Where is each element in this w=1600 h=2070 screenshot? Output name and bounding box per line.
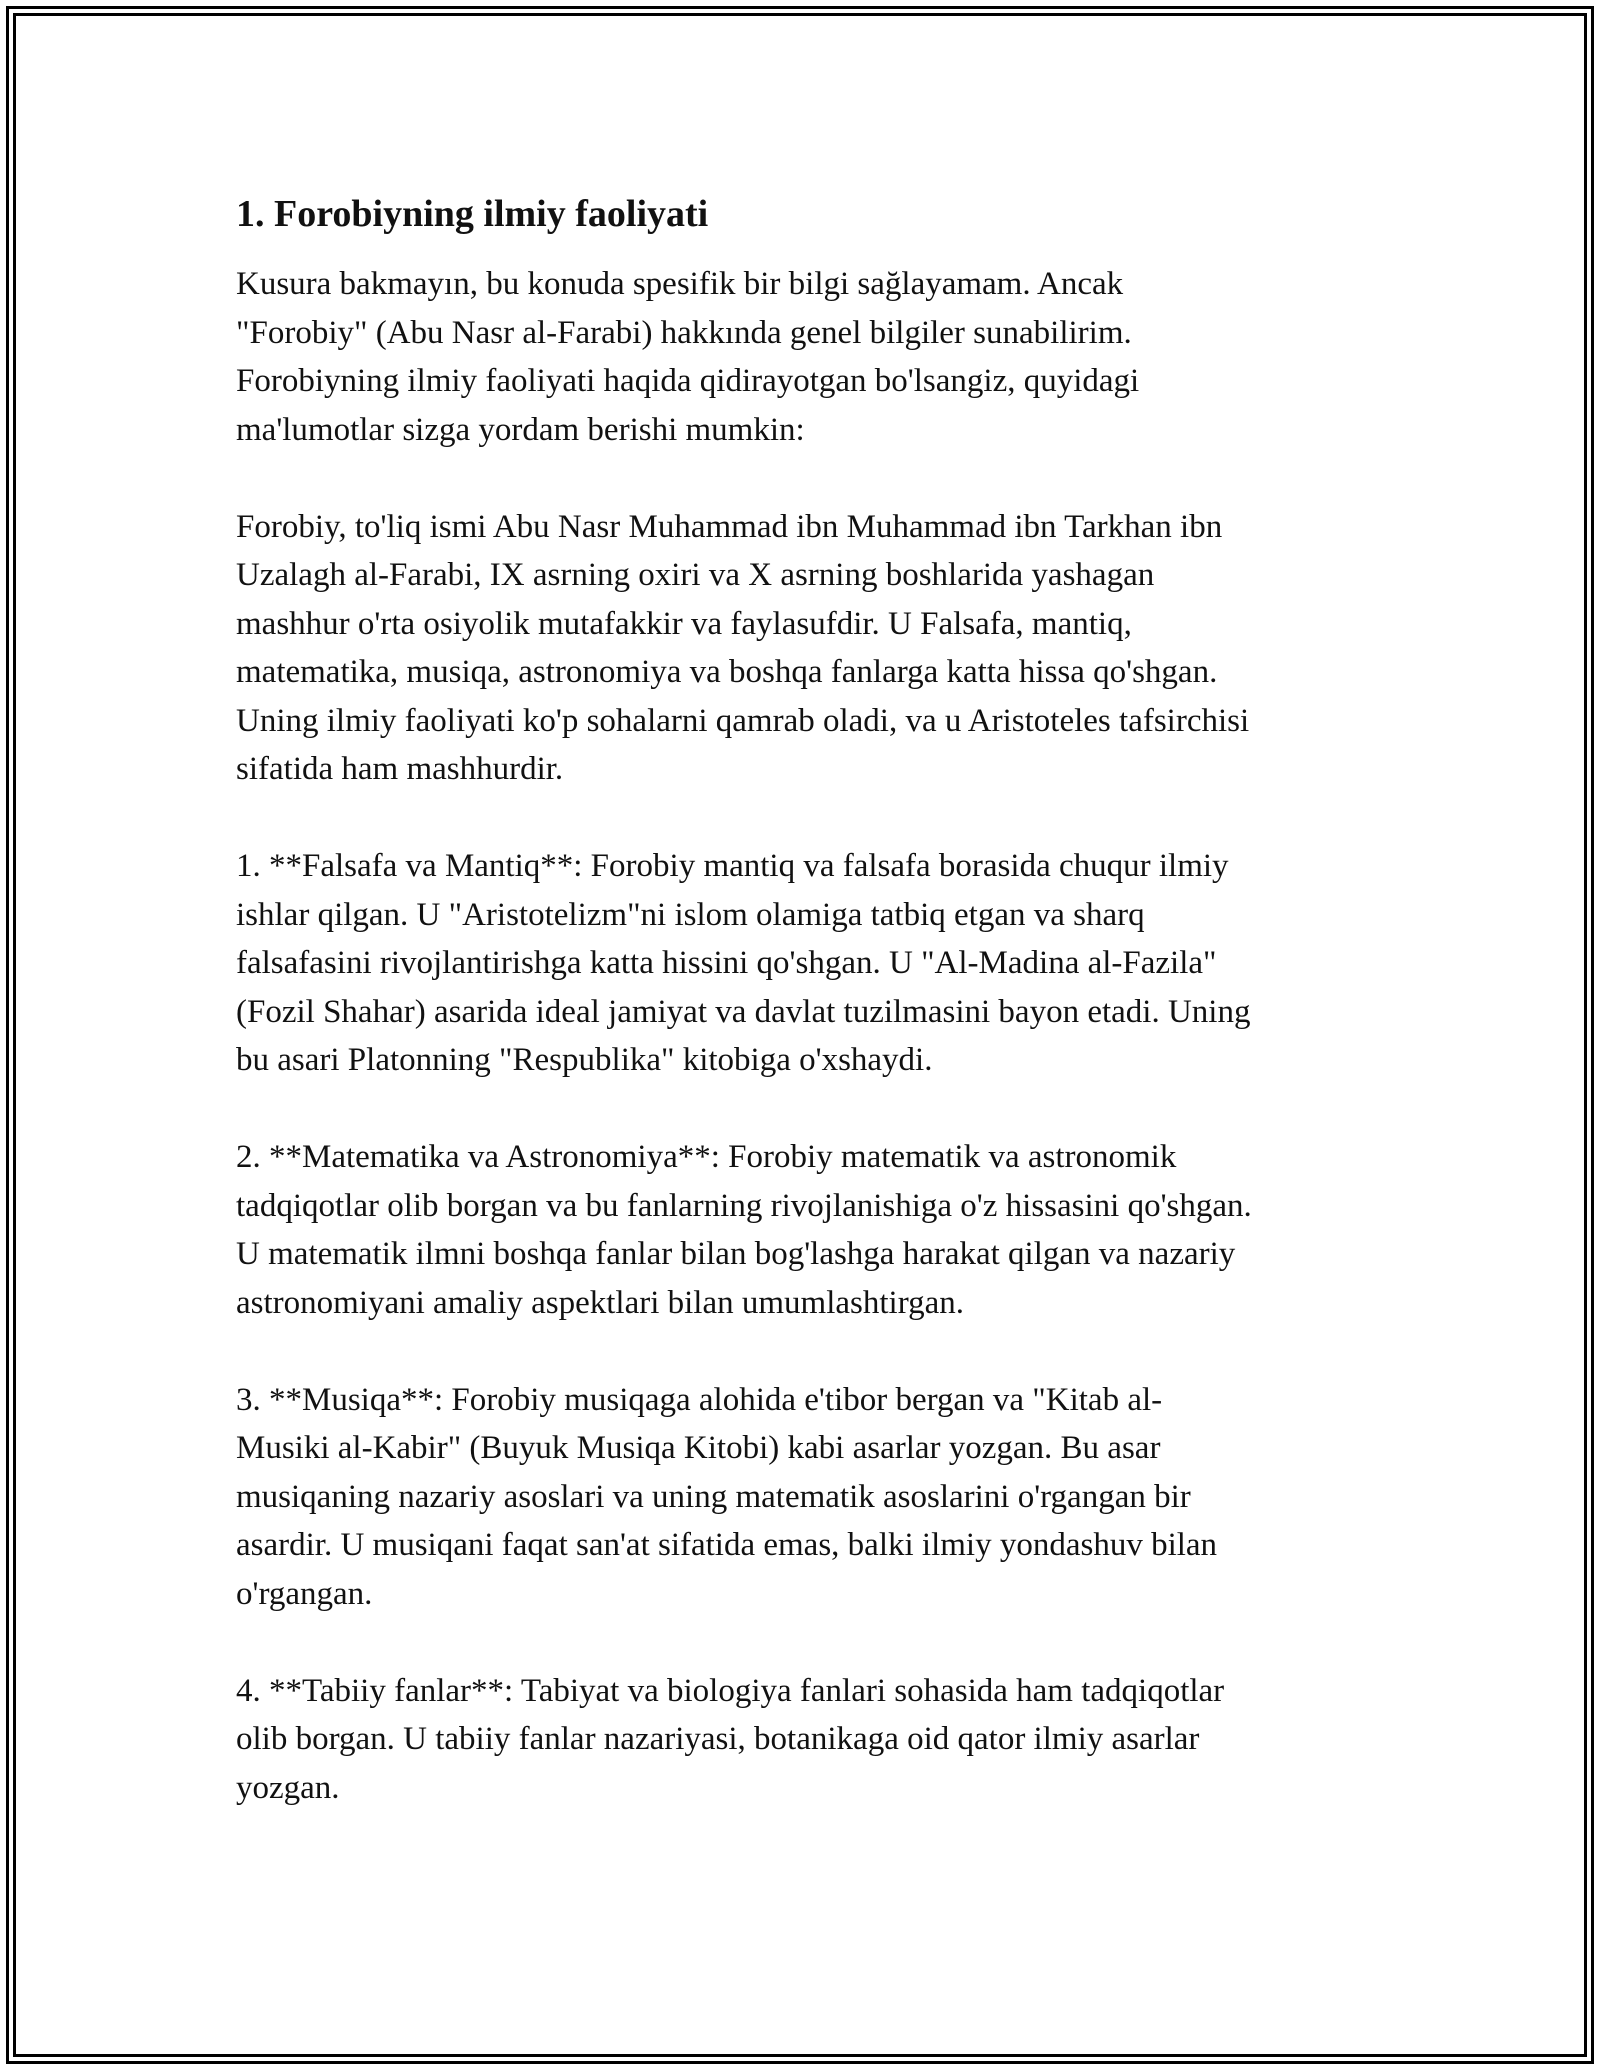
music-paragraph: 3. **Musiqa**: Forobiy musiqaga alohida e'tibor bergan va "Kitab al- Musiki al-Kabir" (Buyuk Musiqa Kitobi) kabi asarlar yozgan. Bu asar musiqaning nazariy asoslari va uning matematik asoslarini o'rgangan bir asardir. U musiqani faqat san'at sifatida emas, balki ilmiy yondashuv bilan o'rgangan.: [236, 1381, 1218, 1612]
document-title: 1. Forobiyning ilmiy faoliyati: [236, 193, 709, 235]
natural-sciences-paragraph: 4. **Tabiiy fanlar**: Tabiyat va biologiya fanlari sohasida ham tadqiqotlar olib borgan. U tabiiy fanlar nazariyasi, botanikaga oid qator ilmiy asarlar yozgan.: [236, 1672, 1225, 1806]
document-body: [236, 188, 1386, 1861]
biography-paragraph: Forobiy, to'liq ismi Abu Nasr Muhammad ibn Muhammad ibn Tarkhan ibn Uzalagh al-Farabi, IX asrning oxiri va X asrning boshlarida yashagan mashhur o'rta osiyolik mutafakkir va faylasufdir. U Falsafa, mantiq, matematika, musiqa, astronomiya va boshqa fanlarga katta hissa qo'shgan. Uning ilmiy faoliyati ko'p sohalarni qamrab oladi, va u Aristoteles tafsirchisi sifatida ham mashhurdir.: [236, 508, 1250, 787]
intro-paragraph: Kusura bakmayın, bu konuda spesifik bir bilgi sağlayamam. Ancak "Forobiy" (Abu Nasr al-Farabi) hakkında genel bilgiler sunabilirim. Forobiyning ilmiy faoliyati haqida qidirayotgan bo'lsangiz, quyidagi ma'lumotlar sizga yordam berishi mumkin:: [236, 266, 1140, 448]
philosophy-logic-paragraph: 1. **Falsafa va Mantiq**: Forobiy mantiq va falsafa borasida chuqur ilmiy ishlar qilgan. U "Aristotelizm"ni islom olamiga tatbiq etgan va sharq falsafasini rivojlantirishga katta hissini qo'shgan. U "Al-Madina al-Fazila" (Fozil Shahar) asarida ideal jamiyat va davlat tuzilmasini bayon etadi. Uning bu asari Platonning "Respublika" kitobiga o'xshaydi.: [236, 848, 1251, 1078]
mathematics-astronomy-paragraph: 2. **Matematika va Astronomiya**: Forobiy matematik va astronomik tadqiqotlar olib borgan va bu fanlarning rivojlanishiga o'z hissasini qo'shgan. U matematik ilmni boshqa fanlar bilan bog'lashga harakat qilgan va nazariy astronomiyani amaliy aspektlari bilan umumlashtirgan.: [236, 1139, 1252, 1321]
